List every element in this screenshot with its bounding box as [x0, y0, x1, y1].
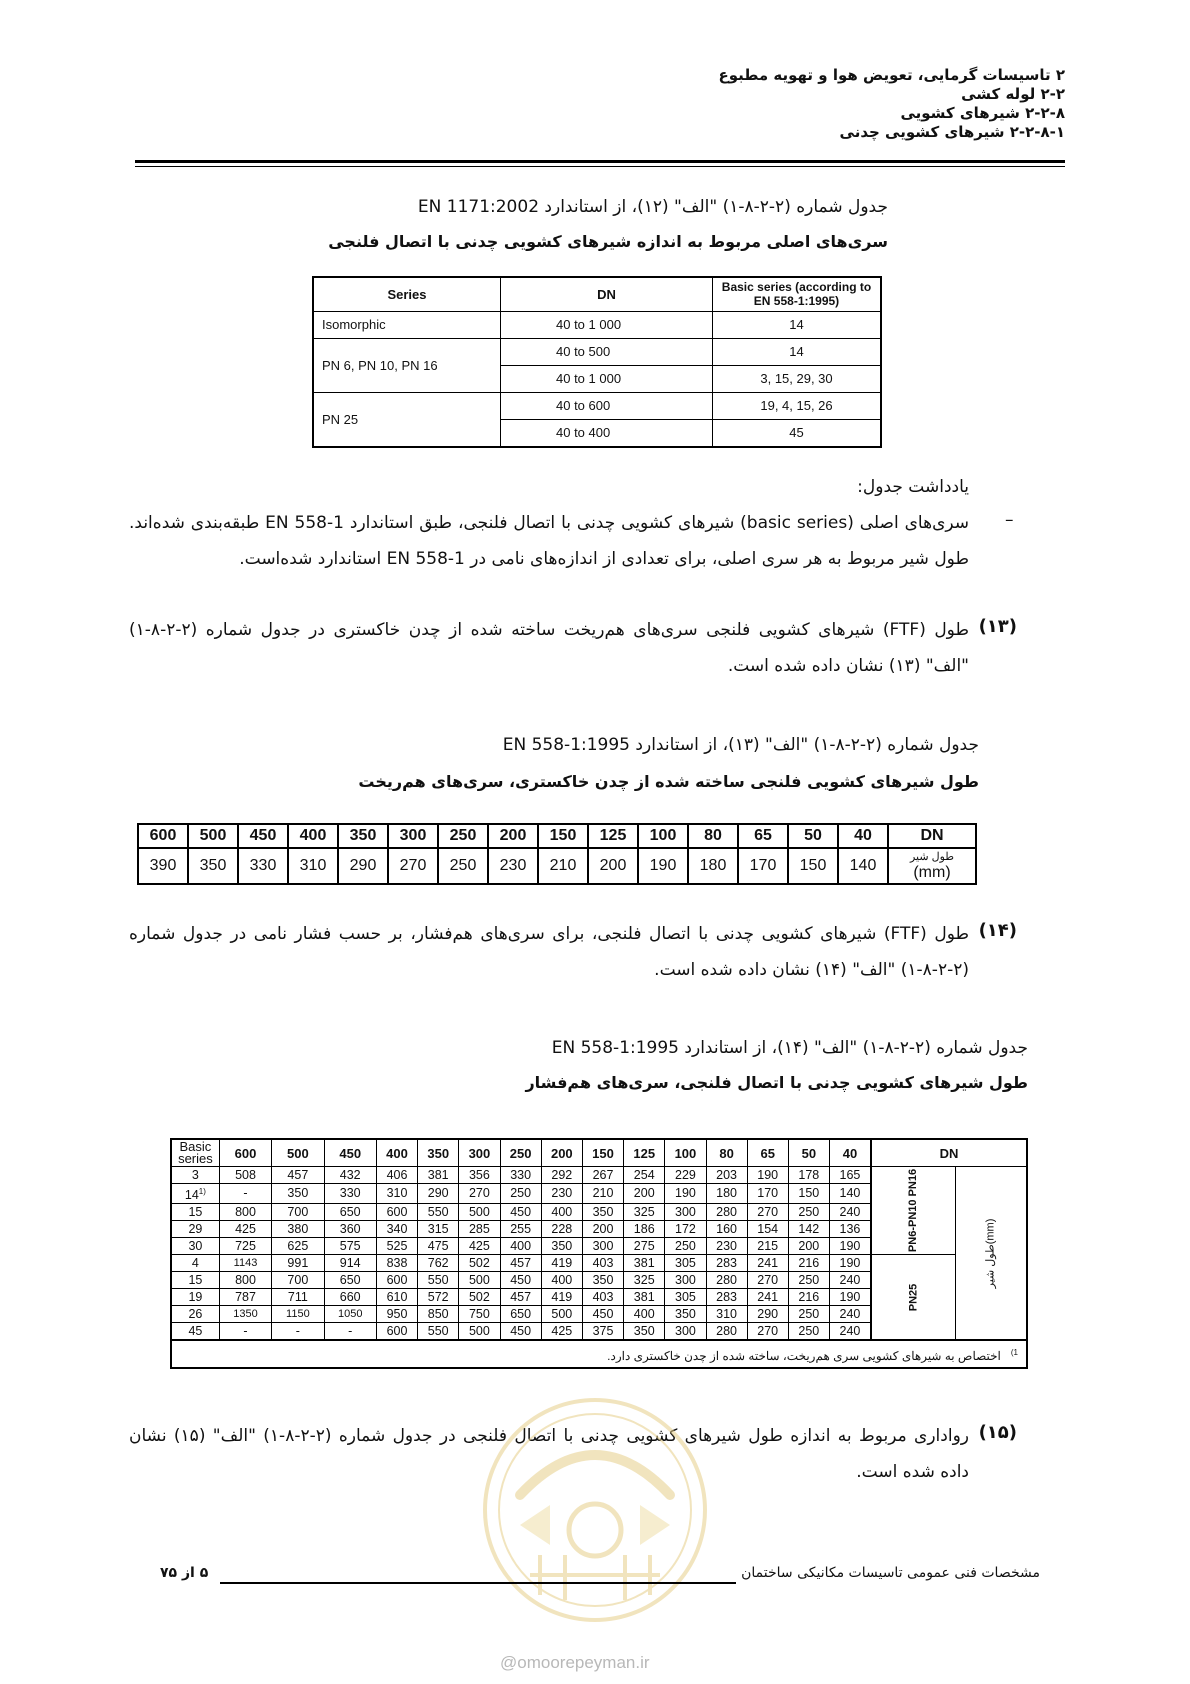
table3-value-cell: 450 [500, 1204, 541, 1221]
website-watermark: @omoorepeyman.ir [500, 1653, 650, 1672]
table3-value-cell: 457 [272, 1167, 324, 1184]
table3-value-cell: 250 [788, 1306, 829, 1323]
table3-value-cell: 250 [788, 1323, 829, 1341]
table3-value-cell: 350 [582, 1204, 623, 1221]
table1-cell: 40 to 600 [501, 392, 713, 419]
table3-value-cell: 425 [541, 1323, 582, 1341]
table3-value-cell: 700 [272, 1204, 324, 1221]
table3-value-cell: 310 [376, 1184, 417, 1204]
table3-value-cell: 340 [376, 1221, 417, 1238]
table3-value-cell: 283 [706, 1289, 747, 1306]
table3-value-cell: 292 [541, 1167, 582, 1184]
table3-value-cell: 240 [829, 1323, 871, 1341]
table2-length-label [888, 848, 976, 884]
table3-value-cell: 165 [829, 1167, 871, 1184]
table3-footnote [171, 1340, 1027, 1368]
table2-dn-cell: 100 [638, 824, 688, 848]
table1-cell: 40 to 1 000 [501, 365, 713, 392]
table3-basic-series-header: Basic series [171, 1139, 219, 1167]
table3-value-cell: 290 [747, 1306, 788, 1323]
table3-value-cell: 600 [376, 1323, 417, 1341]
table3-value-cell: 403 [582, 1289, 623, 1306]
note-dash: – [1005, 510, 1014, 530]
table3-value-cell: 216 [788, 1255, 829, 1272]
table2-dn-cell: 500 [188, 824, 238, 848]
table3-value-cell: 403 [582, 1255, 623, 1272]
table2-dn-cell: 50 [788, 824, 838, 848]
table3-value-cell: 216 [788, 1289, 829, 1306]
publisher-seal-watermark [480, 1395, 710, 1625]
table3-value-cell: 190 [829, 1289, 871, 1306]
table3-value-cell: 305 [665, 1289, 706, 1306]
table3-value-cell: 305 [665, 1255, 706, 1272]
table3-value-cell: 285 [459, 1221, 500, 1238]
table3-value-cell: 380 [272, 1221, 324, 1238]
table3-value-cell: 270 [747, 1323, 788, 1341]
table3-value-cell: 400 [624, 1306, 665, 1323]
table1-header-series: Series [313, 277, 501, 311]
table3-value-cell: 300 [665, 1323, 706, 1341]
table3-value-cell: 625 [272, 1238, 324, 1255]
table3-value-cell: 650 [324, 1204, 376, 1221]
table3-value-cell: 300 [582, 1238, 623, 1255]
table3-value-cell: 550 [418, 1323, 459, 1341]
table3-dn-header: 500 [272, 1139, 324, 1167]
table3-value-cell: 787 [219, 1289, 271, 1306]
table3-value-cell: 1150 [272, 1306, 324, 1323]
table3-dn-header: 600 [219, 1139, 271, 1167]
table3-value-cell: 650 [500, 1306, 541, 1323]
table3-series-value: 4 [191, 1255, 199, 1270]
table3-value-cell: 230 [541, 1184, 582, 1204]
table3-value-cell: 600 [376, 1272, 417, 1289]
footer-rule-right [480, 1582, 736, 1584]
section-header [365, 66, 1065, 142]
table3-value-cell: 350 [541, 1238, 582, 1255]
table3-value-cell: 350 [272, 1184, 324, 1204]
table3-value-cell: 178 [788, 1167, 829, 1184]
note-title: یادداشت جدول: [857, 477, 969, 497]
table3-dn-header: 150 [582, 1139, 623, 1167]
table3-value-cell: 210 [582, 1184, 623, 1204]
table1-cell: 40 to 500 [501, 338, 713, 365]
table3-series-cell [171, 1323, 219, 1341]
table3-value-cell: 215 [747, 1238, 788, 1255]
table3-value-cell: 600 [376, 1204, 417, 1221]
table3-value-cell: 150 [788, 1184, 829, 1204]
table3-value-cell: 650 [324, 1272, 376, 1289]
para14-text: طول (FTF) شیرهای کشویی چدنی با اتصال فلنجی، برای سری‌های هم‌فشار، بر حسب فشار نامی در جدول شماره (۲-۲-۸-۱) "الف" (۱۴) نشان داده شده است. [129, 924, 970, 980]
table3-value-cell: - [272, 1323, 324, 1341]
table3-value-cell: 190 [747, 1167, 788, 1184]
table2-dn-cell: 65 [738, 824, 788, 848]
table3-value-cell: 500 [459, 1323, 500, 1341]
footer-document-title: مشخصات فنی عمومی تاسیسات مکانیکی ساختمان [741, 1565, 1040, 1581]
para15-number: (۱۵) [978, 1422, 1017, 1443]
table3-value-cell: 450 [582, 1306, 623, 1323]
table3-value-cell: 170 [747, 1184, 788, 1204]
table2-dn-cell: 200 [488, 824, 538, 848]
table3-value-cell: 550 [418, 1204, 459, 1221]
table2-dn-cell: 125 [588, 824, 638, 848]
table3-header-row [171, 1139, 1027, 1167]
uniform-series-length-table [137, 823, 977, 885]
table3-value-cell: 800 [219, 1272, 271, 1289]
table3-series-value: 15 [188, 1204, 203, 1219]
table2-length-cell: 230 [488, 848, 538, 884]
header-line-2: ۲-۲ لوله کشی [961, 85, 1065, 103]
table2-dn-cell: 250 [438, 824, 488, 848]
table2-length-cell: 330 [238, 848, 288, 884]
table2-length-cell: 250 [438, 848, 488, 884]
table3-value-cell: 240 [829, 1272, 871, 1289]
table2-dn-cell: 40 [838, 824, 888, 848]
table2-length-label-text: طول شیر [909, 850, 955, 863]
table1-cell: 40 to 400 [501, 419, 713, 447]
table3-row [171, 1167, 1027, 1184]
table3-series-value: 15 [188, 1272, 203, 1287]
table3-footnote-ref: 1) [198, 1187, 206, 1196]
table3-value-cell: 325 [624, 1204, 665, 1221]
table3-value-cell: 400 [500, 1238, 541, 1255]
table3-value-cell: 400 [541, 1204, 582, 1221]
table1-cell: PN 25 [313, 392, 501, 447]
table3-value-cell: 250 [788, 1272, 829, 1289]
table1-cell: Isomorphic [313, 311, 501, 338]
table3-value-cell: 290 [418, 1184, 459, 1204]
table2-length-cell: 190 [638, 848, 688, 884]
table3-dn-header: 40 [829, 1139, 871, 1167]
table2-dn-label: DN [888, 824, 976, 848]
table3-value-cell: 457 [500, 1255, 541, 1272]
table3-value-cell: 432 [324, 1167, 376, 1184]
table3-caption: جدول شماره (۲-۲-۸-۱) "الف" (۱۴)، از استاندارد EN 558-1:1995 [551, 1038, 1028, 1058]
table3-value-cell: 425 [219, 1221, 271, 1238]
table3-dn-header: 400 [376, 1139, 417, 1167]
table3-value-cell: 280 [706, 1272, 747, 1289]
table3-value-cell: 725 [219, 1238, 271, 1255]
table1-header-dn: DN [501, 277, 713, 311]
table1-cell: 45 [713, 419, 882, 447]
table3-value-cell: 1143 [219, 1255, 271, 1272]
table3-value-cell: 160 [706, 1221, 747, 1238]
table3-value-cell: 280 [706, 1204, 747, 1221]
table3-dn-header: 80 [706, 1139, 747, 1167]
table2-length-cell: 350 [188, 848, 238, 884]
table2-length-cell: 390 [138, 848, 188, 884]
table3-series-cell [171, 1289, 219, 1306]
table2-length-cell: 140 [838, 848, 888, 884]
table3-series-cell [171, 1184, 219, 1204]
table2-length-row [138, 848, 976, 884]
table3-dn-label: DN [871, 1139, 1027, 1167]
table3-series-value: 19 [188, 1289, 203, 1304]
table3-value-cell: 550 [418, 1272, 459, 1289]
table3-group-pn25 [871, 1255, 956, 1341]
table3-value-cell: 180 [706, 1184, 747, 1204]
header-rule-thick [135, 160, 1065, 163]
table2-length-cell: 310 [288, 848, 338, 884]
table3-value-cell: 228 [541, 1221, 582, 1238]
table1-cell: 19, 4, 15, 26 [713, 392, 882, 419]
table3-value-cell: 203 [706, 1167, 747, 1184]
table3-value-cell: 270 [747, 1272, 788, 1289]
table3-value-cell: 186 [624, 1221, 665, 1238]
table3-value-cell: 610 [376, 1289, 417, 1306]
table3-series-cell [171, 1255, 219, 1272]
table3-dn-header: 65 [747, 1139, 788, 1167]
table1-header-basic: Basic series (according to EN 558-1:1995) [713, 277, 882, 311]
table3-value-cell: 914 [324, 1255, 376, 1272]
table3-value-cell: 300 [665, 1204, 706, 1221]
table3-value-cell: 190 [665, 1184, 706, 1204]
table2-dn-cell: 450 [238, 824, 288, 848]
table3-value-cell: 572 [418, 1289, 459, 1306]
header-rule-thin [135, 166, 1065, 167]
table3-value-cell: 356 [459, 1167, 500, 1184]
table3-series-cell [171, 1221, 219, 1238]
table3-value-cell: 1050 [324, 1306, 376, 1323]
table3-series-value: 29 [188, 1221, 203, 1236]
table3-value-cell: 457 [500, 1289, 541, 1306]
table3-group-pn6-16 [871, 1167, 956, 1255]
table3-series-cell [171, 1167, 219, 1184]
table3-dn-header: 200 [541, 1139, 582, 1167]
table3-value-cell: 280 [706, 1323, 747, 1341]
para15-text: رواداری مربوط به اندازه طول شیرهای کشویی چدنی با اتصال فلنجی در جدول شماره (۲-۲-۸-۱) "الف" (۱۵) نشان داده شده است. [129, 1426, 969, 1482]
table2-dn-cell: 350 [338, 824, 388, 848]
table3-value-cell: 450 [500, 1272, 541, 1289]
table3-value-cell: 283 [706, 1255, 747, 1272]
table3-value-cell: 267 [582, 1167, 623, 1184]
table3-series-cell [171, 1306, 219, 1323]
table3-group-pn6-16-label: PN6-PN10 PN16 [907, 1169, 920, 1253]
para13-text: طول (FTF) شیرهای کشویی فلنجی سری‌های هم‌ریخت ساخته شده از چدن خاکستری در جدول شماره (۲-۲-۸-۱) "الف" (۱۳) نشان داده شده است. [129, 620, 969, 676]
table3-value-cell: 154 [747, 1221, 788, 1238]
table3-value-cell: 525 [376, 1238, 417, 1255]
table3-dn-header: 450 [324, 1139, 376, 1167]
table2-caption: جدول شماره (۲-۲-۸-۱) "الف" (۱۳)، از استاندارد EN 558-1:1995 [502, 735, 979, 755]
table2-dn-cell: 150 [538, 824, 588, 848]
table3-group-pn25-label: PN25 [907, 1283, 920, 1311]
table3-value-cell: 850 [418, 1306, 459, 1323]
table3-title: طول شیرهای کشویی چدنی با اتصال فلنجی، سری‌های هم‌فشار [525, 1073, 1028, 1092]
table3-value-cell: 502 [459, 1289, 500, 1306]
header-line-3: ۲-۲-۸ شیرهای کشویی [900, 104, 1065, 122]
table3-value-cell: 375 [582, 1323, 623, 1341]
table3-value-cell: 241 [747, 1255, 788, 1272]
table3-value-cell: 350 [582, 1272, 623, 1289]
table3-dn-header: 100 [665, 1139, 706, 1167]
table1-cell: 40 to 1 000 [501, 311, 713, 338]
table3-value-cell: 142 [788, 1221, 829, 1238]
table3-value-cell: 381 [624, 1255, 665, 1272]
table2-length-cell: 270 [388, 848, 438, 884]
table1-cell: PN 6, PN 10, PN 16 [313, 338, 501, 392]
table3-dn-header: 300 [459, 1139, 500, 1167]
table3-value-cell: 315 [418, 1221, 459, 1238]
table3-value-cell: 450 [500, 1323, 541, 1341]
table3-value-cell: 500 [459, 1204, 500, 1221]
para13-number: (۱۳) [978, 616, 1017, 637]
table3-series-value: 30 [188, 1238, 203, 1253]
table3-value-cell: 310 [706, 1306, 747, 1323]
table3-footnote-mark: 1) [1010, 1347, 1018, 1357]
table3-value-cell: 325 [624, 1272, 665, 1289]
table2-length-cell: 150 [788, 848, 838, 884]
table3-value-cell: 400 [541, 1272, 582, 1289]
footer-rule-left [220, 1582, 480, 1584]
table3-value-cell: 502 [459, 1255, 500, 1272]
table1-cell: 3, 15, 29, 30 [713, 365, 882, 392]
table2-length-cell: 200 [588, 848, 638, 884]
header-line-4: ۲-۲-۸-۱ شیرهای کشویی چدنی [839, 123, 1065, 141]
table3-value-cell: 250 [665, 1238, 706, 1255]
table3-value-cell: 275 [624, 1238, 665, 1255]
table3-value-cell: 270 [747, 1204, 788, 1221]
table3-value-cell: 240 [829, 1204, 871, 1221]
table3-value-cell: 800 [219, 1204, 271, 1221]
table3-row [171, 1255, 1027, 1272]
table3-value-cell: 200 [624, 1184, 665, 1204]
footer-page-number: ۵ از ۷۵ [160, 1565, 209, 1581]
table3-footnote-text: اختصاص به شیرهای کشویی سری هم‌ریخت، ساخته شده از چدن خاکستری دارد. [607, 1348, 1001, 1363]
table3-value-cell: 700 [272, 1272, 324, 1289]
table3-series-value: 14 [184, 1188, 199, 1203]
table2-length-unit: (mm) [913, 863, 951, 881]
table3-value-cell: 575 [324, 1238, 376, 1255]
table3-series-value: 45 [188, 1323, 203, 1338]
table3-value-cell: 425 [459, 1238, 500, 1255]
table1-cell: 14 [713, 338, 882, 365]
table3-value-cell: 241 [747, 1289, 788, 1306]
table3-value-cell: 500 [459, 1272, 500, 1289]
table3-value-cell: 711 [272, 1289, 324, 1306]
table3-value-cell: 172 [665, 1221, 706, 1238]
header-line-1: ۲ تاسیسات گرمایی، تعویض هوا و تهویه مطبوع [718, 66, 1065, 84]
table3-value-cell: 750 [459, 1306, 500, 1323]
table3-value-cell: 254 [624, 1167, 665, 1184]
table2-length-cell: 210 [538, 848, 588, 884]
table3-value-cell: 406 [376, 1167, 417, 1184]
table3-value-cell: 419 [541, 1255, 582, 1272]
table3-value-cell: 350 [665, 1306, 706, 1323]
pressure-series-length-table [170, 1138, 1028, 1369]
table3-value-cell: 330 [324, 1184, 376, 1204]
table3-value-cell: - [219, 1184, 271, 1204]
table3-value-cell: 381 [624, 1289, 665, 1306]
table3-value-cell: 360 [324, 1221, 376, 1238]
table2-dn-cell: 80 [688, 824, 738, 848]
note-text: سری‌های اصلی (basic series) شیرهای کشویی چدنی با اتصال فلنجی، طبق استاندارد EN 558-1 طبقه‌بندی شده‌اند. طول شیر مربوط به هر سری اصلی، برای تعدادی از اندازه‌های نامی در EN 558-1 استاندارد شده‌است. [129, 513, 969, 569]
table1-caption: جدول شماره (۲-۲-۸-۱) "الف" (۱۲)، از استاندارد EN 1171:2002 [417, 197, 888, 217]
table3-dn-header: 350 [418, 1139, 459, 1167]
table3-dn-header: 125 [624, 1139, 665, 1167]
table2-length-cell: 180 [688, 848, 738, 884]
table3-value-cell: 419 [541, 1289, 582, 1306]
table3-value-cell: 230 [706, 1238, 747, 1255]
table2-length-cell: 170 [738, 848, 788, 884]
table1-cell: 14 [713, 311, 882, 338]
table3-value-cell: 200 [582, 1221, 623, 1238]
table3-value-cell: 991 [272, 1255, 324, 1272]
table3-value-cell: 255 [500, 1221, 541, 1238]
table3-footnote-row [171, 1340, 1027, 1368]
table3-value-cell: 381 [418, 1167, 459, 1184]
table2-dn-cell: 300 [388, 824, 438, 848]
table3-value-cell: 350 [624, 1323, 665, 1341]
table3-series-value: 3 [191, 1167, 199, 1182]
table3-value-cell: 838 [376, 1255, 417, 1272]
table2-title: طول شیرهای کشویی فلنجی ساخته شده از چدن خاکستری، سری‌های هم‌ریخت [358, 772, 979, 791]
table3-series-cell [171, 1272, 219, 1289]
para14-number: (۱۴) [978, 920, 1017, 941]
table3-value-cell: 250 [500, 1184, 541, 1204]
table3-dn-header: 50 [788, 1139, 829, 1167]
table3-value-cell: 140 [829, 1184, 871, 1204]
table3-series-value: 26 [188, 1306, 203, 1321]
table3-value-cell: 229 [665, 1167, 706, 1184]
table3-value-cell: 762 [418, 1255, 459, 1272]
table2-dn-cell: 400 [288, 824, 338, 848]
table3-value-cell: 190 [829, 1238, 871, 1255]
table2-dn-row [138, 824, 976, 848]
table3-unit-label-text: طول شیر(mm) [984, 1218, 997, 1288]
table3-value-cell: 1350 [219, 1306, 271, 1323]
table3-unit-label [956, 1167, 1027, 1341]
table3-value-cell: 475 [418, 1238, 459, 1255]
table3-dn-header: 250 [500, 1139, 541, 1167]
table3-value-cell: 660 [324, 1289, 376, 1306]
table3-value-cell: - [324, 1323, 376, 1341]
table2-dn-cell: 600 [138, 824, 188, 848]
table3-value-cell: 190 [829, 1255, 871, 1272]
table2-length-cell: 290 [338, 848, 388, 884]
table3-value-cell: 330 [500, 1167, 541, 1184]
table3-value-cell: 200 [788, 1238, 829, 1255]
table3-value-cell: 270 [459, 1184, 500, 1204]
table3-value-cell: 136 [829, 1221, 871, 1238]
table3-value-cell: 950 [376, 1306, 417, 1323]
table3-value-cell: 508 [219, 1167, 271, 1184]
table3-series-cell [171, 1204, 219, 1221]
table1-title: سری‌های اصلی مربوط به اندازه شیرهای کشویی چدنی با اتصال فلنجی [328, 232, 888, 251]
table3-series-cell [171, 1238, 219, 1255]
table3-value-cell: 250 [788, 1204, 829, 1221]
table3-value-cell: 300 [665, 1272, 706, 1289]
table3-value-cell: 500 [541, 1306, 582, 1323]
basic-series-table [312, 276, 882, 448]
table3-value-cell: 240 [829, 1306, 871, 1323]
table3-value-cell: - [219, 1323, 271, 1341]
